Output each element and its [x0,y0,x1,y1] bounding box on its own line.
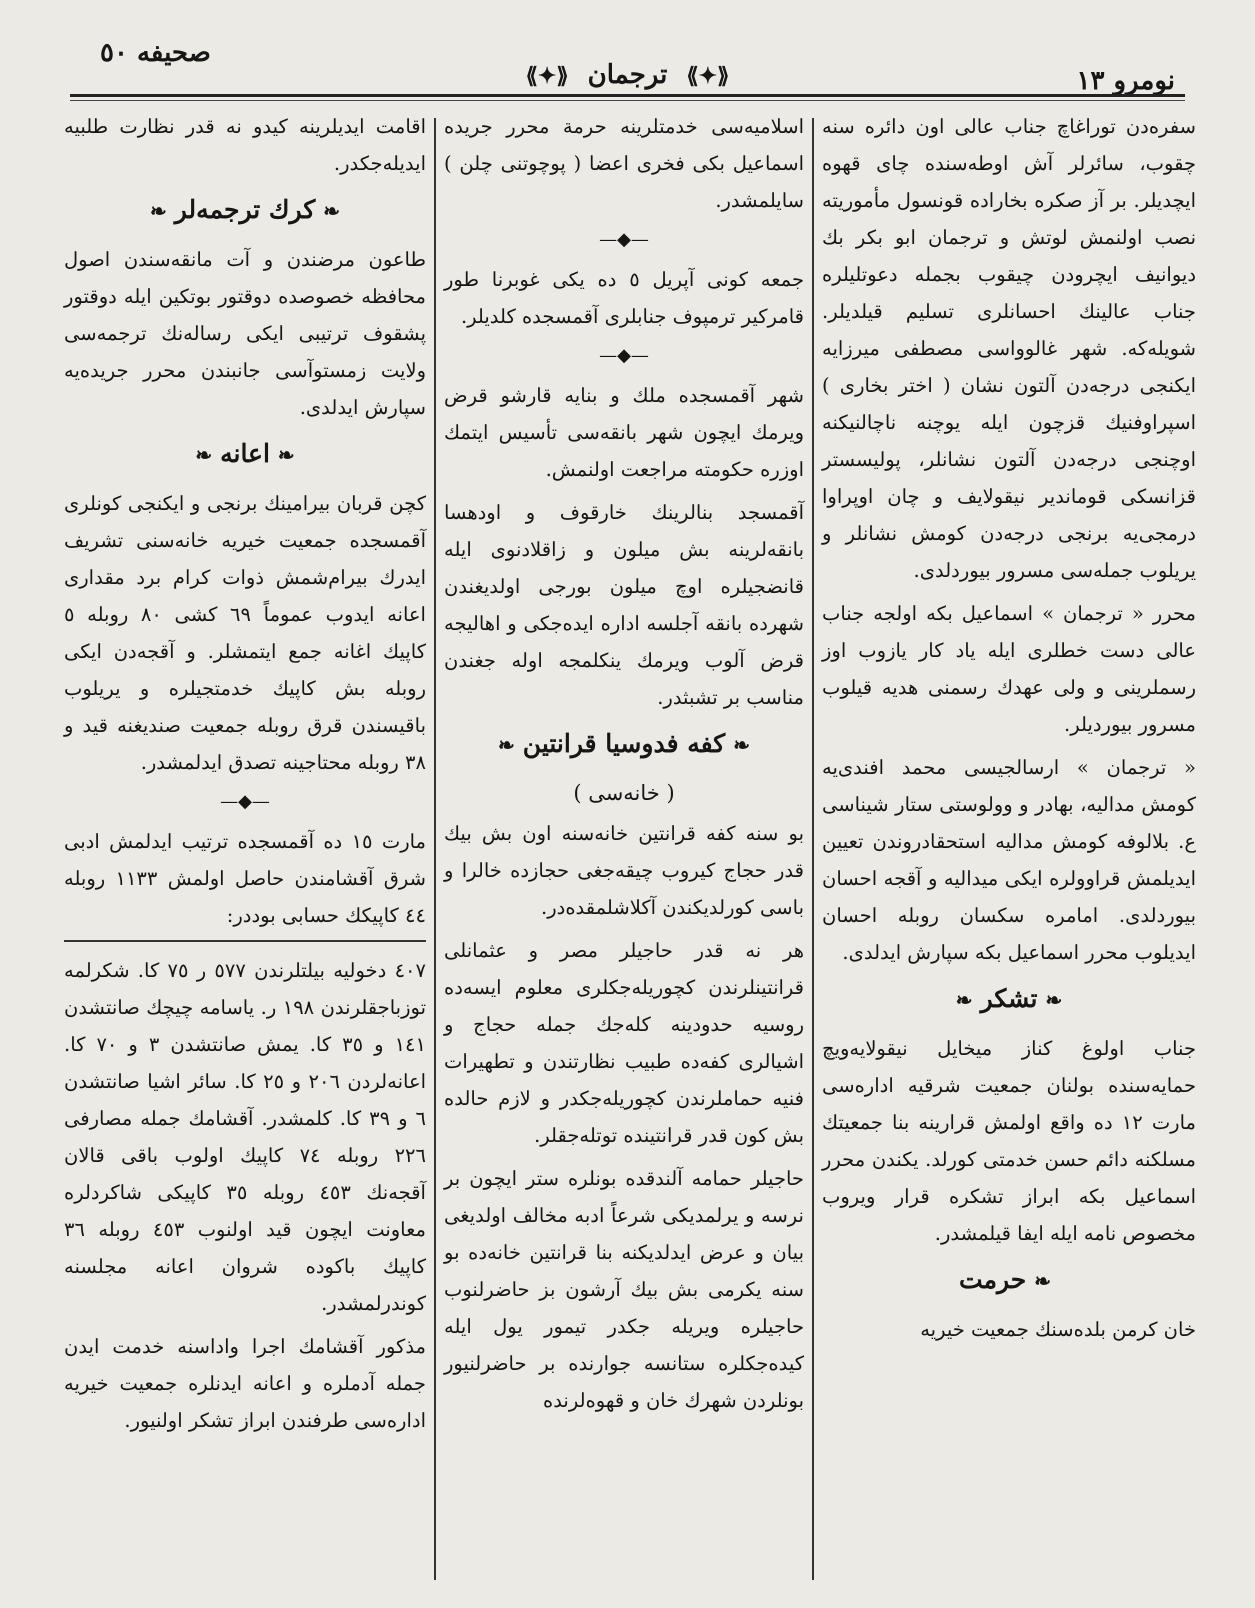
paragraph: سفره‌دن توراغاچ جناب عالی اون دائره سنه چقوب، سائرلر آش اوطه‌سنده چای قهوه ایچدیلر. بر آز صکره بخاراده قونسول مأموریته نصب اولنمش لوتش و ترجمان ابو بکر بك دیوانیف ایچرودن چیقوب بجمله دعوتلیلره جناب عالینك احسانلری تسلیم قیلدیلر. شویله‌که. شهر غالوواسی مصطفی میرزایه ایکنجی درجه‌دن آلتون نشان ( اختر بخاری ) اسپراوفنیك قزچون ایله یوچنه ناچالنیکنه اوچنجی درجه‌دن آلتون نشانلر، پولیسستر قزانسکی قوماندیر نیقولایف و چان اوپراوا درمجی‌یه برنجی درجه‌دن کومش نشانلر و یریلوب جمله‌سی مسرور بیوردلدی. [822,115,1196,582]
ornament-right-icon: ⟪✦⟫ [686,63,730,89]
paragraph: حاجیلر حمامه آلندقده بونلره ستر ایچون بر نرسه و یرلمدیکی شرعاً ادبه مخالف اولدیغی بیان و عرض ایدلدیکنه بنا قرانتین خانه‌ده بو سنه یکرمی بش بیك آرشون بز حاضرلنوب حاجیلره ویریله جکدر تیمور یول ایله کیده‌جکلره ستانسه جوارنده بر حاضرلنیور بونلردن شهرك خان و قهوه‌لرنده [444,1167,804,1412]
page-number: صحیفه ٥٠ [100,38,211,68]
separator: —◆— [220,791,270,812]
column-right [818,108,1200,1568]
separator: —◆— [599,229,649,250]
paragraph: ٤٠٧ دخولیه بیلتلرندن ٥٧٧ ر ٧٥ کا. شکرلمه توزباجقلرندن ١٩٨ ر. یاسامه چیچك صانتشدن ١٤١ و ٣٥ کا. یمش صانتشدن ٣ و ٧٠ کا. اعانه‌لردن ٢٠٦ و ٢٥ کا. سائر اشیا صانتشدن ٦ و ٣٩ کا. کلمشدر. آقشامك جمله مصارفی ٢٢٦ روبله ٧٤ کاپیك اولوب باقی قالان آقجه‌نك ٤٥٣ روبله ٣٥ کاپیکی شاکردلره معاونت ایچون قید اولنوب ٤٥٣ روبله ٣٦ کاپیك باکوده شروان اعانه مجلسنه کوندرلمشدر. [64,959,427,1315]
paragraph: مذکور آقشامك اجرا واداسنه خدمت ایدن جمله آدملره و اعانه ایدنلره جمعیت خیریه اداره‌سی طرفندن ابراز تشکر اولنیور. [64,1335,426,1432]
separator: —◆— [599,345,649,366]
paragraph: هر نه قدر حاجیلر مصر و عثمانلی قرانتینلرندن کچوریله‌جکلری معلوم ایسه‌ده روسیه حدودینه کله‌جك جمله حجاج و اشیالری کفه‌ده طبیب نظارتندن و تطهیرات فنیه حماملرندن کچوریله‌جکدر و لازم حالده بش کون قدر قرانتینده توتله‌جقلر. [444,939,804,1147]
column-middle [440,108,808,1568]
newspaper-title [70,60,1185,90]
ornament-left-icon: ⟪✦⟫ [525,63,569,89]
paragraph: کچن قربان بیرامینك برنجی و ایکنجی کونلری آقمسجده جمعیت خیریه خانه‌سنی تشریف ایدرك بیرام‌شمش ذوات کرام برد مقداری اعانه ایدوب عموماً ٦٩ کشی ٨٠ روبله ٥ کاپیك اغانه جمع ایتمشلر. و آقجه‌دن ایکی روبله بش کاپیك خدمتجیلره و یریلوب باقیسندن قرق روبله جمعیت صندیغنه قید و ٣٨ روبله محتاجینه تصدق ایدلمشدر. [64,492,426,774]
paragraph: جناب اولوغ کناز میخایل نیقولایه‌ویچ حمایه‌سنده بولنان جمعیت شرقیه اداره‌سی مارت ١٢ ده واقع اولمش قرارینه بنا جمعیتك مسلکنه دائم حسن خدمتی کورلد. یکندن محرر اسماعیل بکه ابراز تشکره قرار ویروب مخصوص نامه ایله ایفا قیلمشدر. [822,1037,1196,1245]
ornament-icon: ❧ [733,733,750,757]
section-heading: ❧کرك ترجمه‌لر❧ [149,195,340,224]
paragraph: آقمسجد بنالرینك خارقوف و اودهسا بانقه‌لرینه بش میلون و زاقلادنوی ایله قانضجیلره اوچ میلون بورجی اولدیغندن شهرده بانقه آجلسه اداره ایده‌جکی و اهالیجه قرض آلوب ویرمك ینکلمجه اوله جغندن مناسب بر تشبثدر. [444,501,804,709]
ornament-icon: ❧ [1034,1269,1051,1293]
section-heading: ❧اعانه❧ [195,439,295,468]
paragraph: جمعه کونی آپریل ٥ ده یکی غوبرنا طور قامرکیر ترمپوف جنابلری آقمسجده کلدیلر. [444,268,804,328]
paragraph: مارت ١٥ ده آقمسجده ترتیب ایدلمش ادبی شرق آقشامندن حاصل اولمش ١١٣٣ روبله ٤٤ کاپیکك حسابی بوددر: [64,830,427,927]
ornament-icon: ❧ [277,443,295,467]
section-heading: ❧حرمت [959,1265,1051,1294]
ornament-icon: ❧ [149,199,167,223]
section-heading: ❧تشکر❧ [955,984,1063,1013]
column-divider-right [812,118,814,1580]
title-text: ترجمان [587,60,668,90]
section-subheading: ( خانه‌سی ) [573,781,675,805]
column-left [60,108,430,1568]
paragraph: محرر « ترجمان » اسماعیل بکه اولجه جناب عالی دست خطلری ایله یاد کار یازوب اوز رسملرینی و ولی عهدك رسمنی هدیه قیلوب مسرور بیوردیلر. [822,602,1196,736]
paragraph: طاعون مرضندن و آت ‌مانقه‌سندن اصول محافظه خصوصده دوقتور بوتکین ایله دوقتور پشقوف ترتیبی ایکی رساله‌نك ترجمه‌سی ولایت زمستوآسی جانبندن محرر جریده‌یه سپارش ایدلدی. [64,248,426,419]
paragraph: شهر آقمسجده ملك و بنایه قارشو قرض ویرمك ایچون شهر بانقه‌سی تأسیس ایتمك اوزره حکومته مراجعت اولنمش. [444,384,804,481]
issue-number: نومرو ١٣ [1076,66,1175,96]
divider [64,940,426,942]
ornament-icon: ❧ [323,199,340,223]
paragraph: اسلامیه‌سی خدمتلرینه حرمة محرر جریده اسماعیل بکی فخری اعضا ( پوچوتنی چلن ) سایلمشدر. [444,115,804,212]
header-rule [70,94,1185,97]
paragraph: « ترجمان » ارسالجیسی محمد افندی‌یه کومش مدالیه، بهادر و وولوستی ستار شیناسی ع. بلالوفه کومش مدالیه استحقادروندن تعیین ایدیلمش قراوولره ایکی میدالیه و آقجه احسان بیوردلدی. امامره سکسان روبله احسان ایدیلوب محرر اسماعیل بکه سپارش ایدلدی. [822,756,1196,964]
header-rule-thin [70,100,1185,101]
paragraph: بو سنه کفه قرانتین خانه‌سنه اون بش بیك قدر حجاج کیروب چیقه‌جغی حجازده خالرا و باسی کورلدیکندن آکلاشلمقده‌در. [444,822,804,919]
column-divider-left [434,118,436,1580]
section-heading: ❧کفه فدوسیا قرانتین❧ [498,729,750,758]
ornament-icon: ❧ [498,733,515,757]
ornament-icon: ❧ [1045,988,1063,1012]
ornament-icon: ❧ [195,443,213,467]
paragraph: خان کرمن بلده‌سنك جمعیت خیریه [920,1318,1196,1341]
ornament-icon: ❧ [955,988,973,1012]
paragraph: اقامت ایدیلرینه کیدو نه قدر نظارت طلبیه ایدیله‌جکدر. [64,115,426,175]
masthead [70,30,1185,96]
